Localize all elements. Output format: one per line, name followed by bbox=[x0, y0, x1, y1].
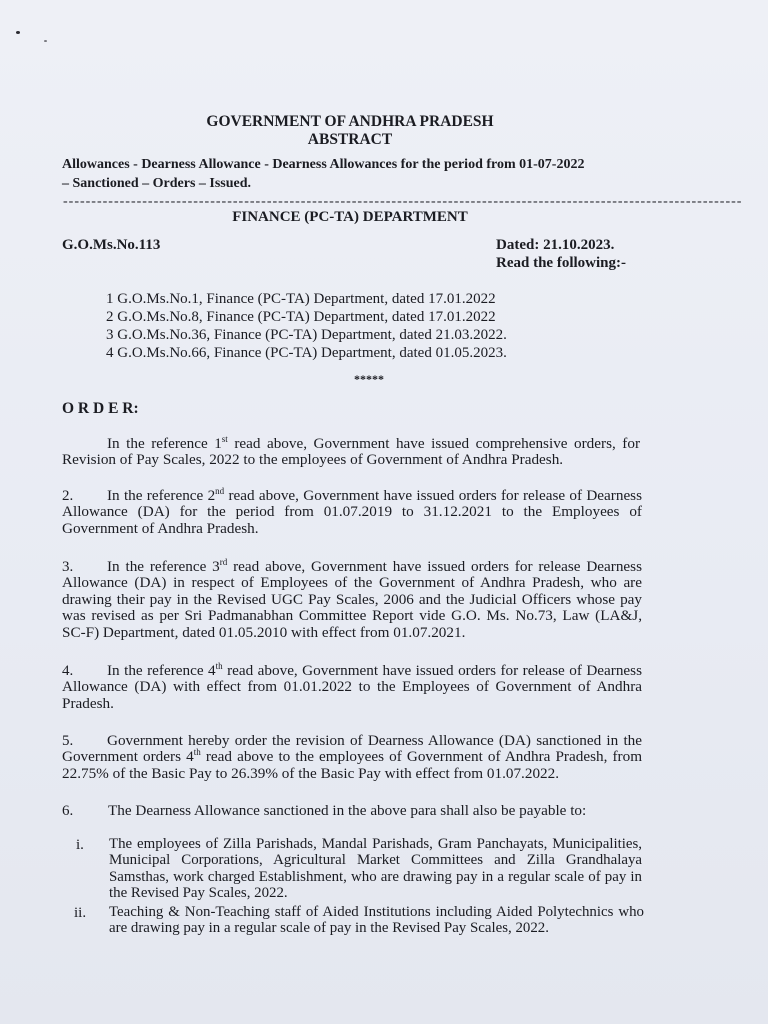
paragraph-number: 5. bbox=[62, 733, 74, 749]
paragraph-5: 5. Government hereby order the revision of Dearness Allowance (DA) sanctioned in the Government orders 4th read above to the employees of Government of Andhra Pradesh, from 22.75% of the Basic Pay to 26.39% of the Basic Pay with effect from 01.07.2022. bbox=[62, 732, 643, 782]
paragraph-number: 4. bbox=[62, 663, 74, 679]
paragraph-number: 6. bbox=[62, 803, 74, 819]
separator-line: ------------------------------------------------------------------------------------------------------------------------ bbox=[63, 194, 743, 209]
paragraph-3: 3. In the reference 3rd read above, Government have issued orders for release Dearness Allowance (DA) in respect of Employees of the Government of Andhra Pradesh, who are drawing their pay in the Revised UGC Pay Scales, 2006 and the Judicial Officers whose pay was revised as per Sri Padmanabhan Committee Report vide G.O. Ms. No.73, Law (LA&J, SC-F) Department, dated 01.05.2010 with effect from 01.07.2021. bbox=[62, 556, 642, 641]
sub-item: Teaching & Non-Teaching staff of Aided Institutions including Aided Polytechnics who are drawing pay in a regular scale of pay in the Revised Pay Scales, 2022. bbox=[109, 904, 644, 937]
sub-item: The employees of Zilla Parishads, Mandal Parishads, Gram Panchayats, Municipalities, Municipal Corporations, Agricultural Market Committees and Zilla Grandhalaya Samsthas, work charged Establishment, who are drawing pay in a regular scale of pay in the Revised Pay Scales, 2022. bbox=[109, 836, 642, 902]
read-the-following: Read the following:- bbox=[496, 255, 626, 271]
reference-item: 3 G.O.Ms.No.36, Finance (PC-TA) Department, dated 21.03.2022. bbox=[106, 327, 507, 343]
dated: Dated: 21.10.2023. bbox=[496, 237, 615, 253]
department-title: FINANCE (PC-TA) DEPARTMENT bbox=[232, 209, 468, 225]
scan-speck bbox=[44, 40, 47, 42]
paragraph-number: 3. bbox=[62, 559, 74, 575]
order-heading: O R D E R: bbox=[62, 400, 139, 417]
separator-stars: ***** bbox=[354, 372, 384, 386]
scan-speck bbox=[16, 31, 20, 34]
paragraph-1: In the reference 1st read above, Government have issued comprehensive orders, for Revision of Pay Scales, 2022 to the employees of Government of Andhra Pradesh. bbox=[62, 433, 640, 469]
reference-item: 1 G.O.Ms.No.1, Finance (PC-TA) Department, dated 17.01.2022 bbox=[106, 291, 496, 307]
paragraph-2: 2. In the reference 2nd read above, Government have issued orders for release of Dearness Allowance (DA) for the period from 01.07.2019 to 31.12.2021 to the Employees of Government of Andhra Pradesh. bbox=[62, 485, 643, 537]
reference-item: 2 G.O.Ms.No.8, Finance (PC-TA) Department, dated 17.01.2022 bbox=[106, 309, 496, 325]
abstract-title: ABSTRACT bbox=[307, 131, 393, 148]
paragraph-6: The Dearness Allowance sanctioned in the above para shall also be payable to: bbox=[108, 802, 587, 819]
sub-item-number: ii. bbox=[74, 905, 87, 921]
subject-line-2: – Sanctioned – Orders – Issued. bbox=[62, 176, 252, 191]
paragraph-number: 2. bbox=[62, 488, 74, 504]
subject-line-1: Allowances - Dearness Allowance - Dearness Allowances for the period from 01-07-2022 bbox=[62, 157, 585, 172]
reference-item: 4 G.O.Ms.No.66, Finance (PC-TA) Department, dated 01.05.2023. bbox=[106, 345, 507, 361]
paragraph-4: 4. In the reference 4th read above, Government have issued orders for release of Dearness Allowance (DA) with effect from 01.01.2022 to the Employees of Government of Andhra Pradesh. bbox=[62, 660, 642, 712]
sub-item-number: i. bbox=[76, 837, 84, 853]
go-number: G.O.Ms.No.113 bbox=[62, 237, 161, 253]
government-title: GOVERNMENT OF ANDHRA PRADESH bbox=[206, 113, 494, 130]
